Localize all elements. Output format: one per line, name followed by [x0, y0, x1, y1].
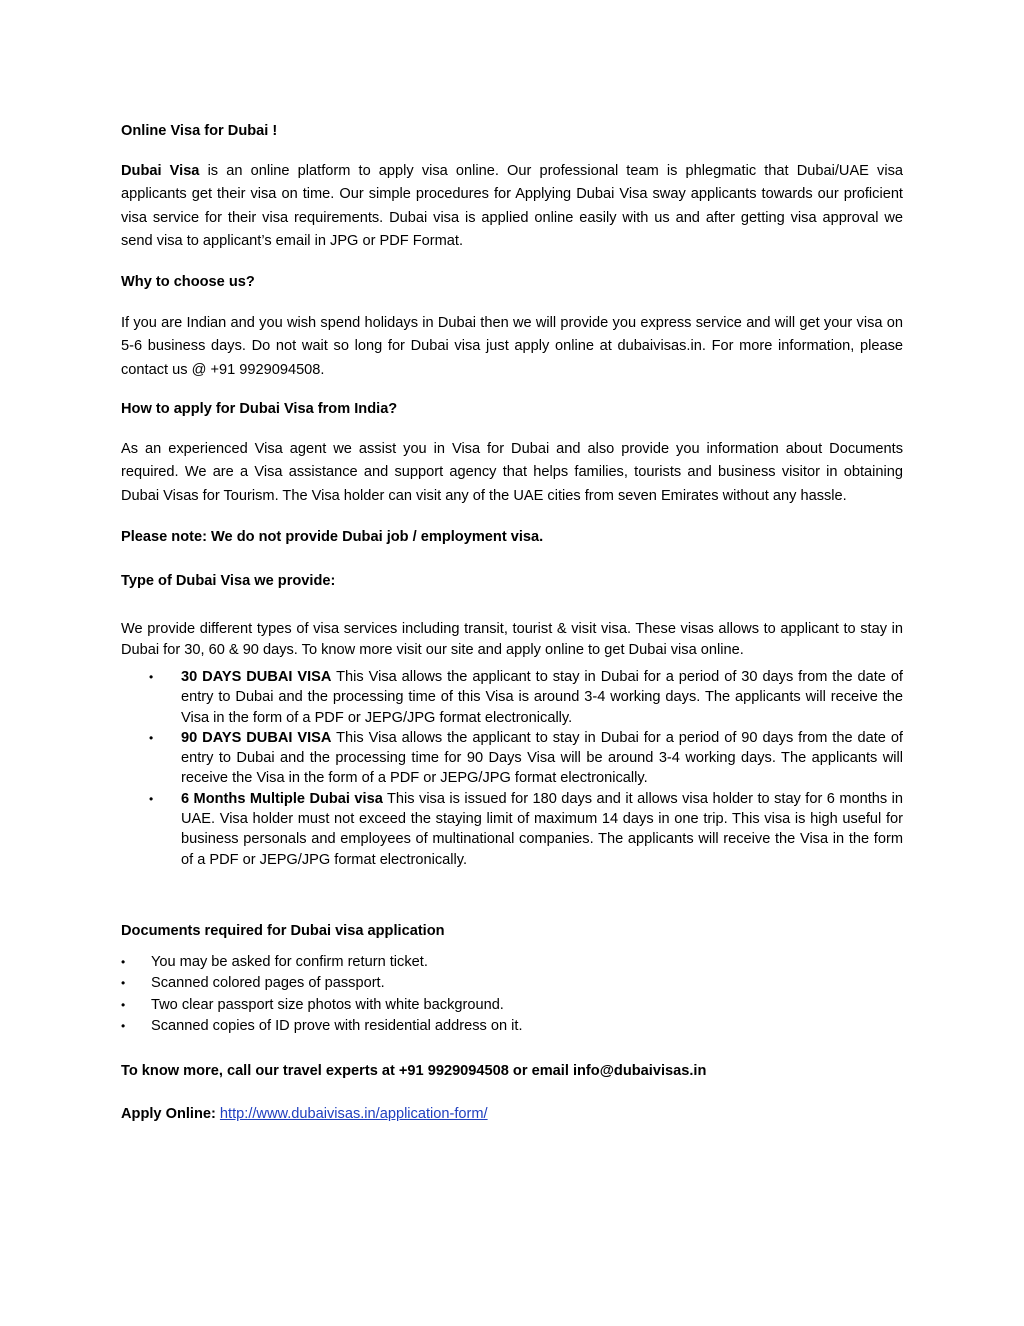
bullet-icon: •: [121, 997, 126, 1012]
bullet-icon: •: [121, 976, 126, 991]
visa-types-list: [121, 667, 903, 870]
list-item: [121, 973, 903, 994]
apply-online-line: [121, 1104, 903, 1124]
documents-list: [121, 952, 903, 1037]
document-item-text: Scanned colored pages of passport.: [151, 975, 385, 992]
application-form-link[interactable]: http://www.dubaivisas.in/application-form/: [219, 1106, 488, 1122]
types-heading: Type of Dubai Visa we provide:: [121, 573, 336, 589]
intro-paragraph: [121, 160, 903, 253]
document-item-text: Scanned copies of ID prove with residential address on it.: [151, 1017, 523, 1034]
document-item-text: You may be asked for confirm return ticket.: [151, 954, 428, 970]
visa-type-name: 30 DAYS DUBAI VISA: [181, 669, 332, 685]
intro-lead: Dubai Visa: [121, 163, 200, 179]
list-item: [121, 995, 903, 1016]
visa-type-text: This Visa allows the applicant to stay in Dubai for a period of 30 days from the date of entry to Dubai and the processing time of this Visa is around 3-4 working days. The applicants will receive the Visa in the form of a PDF or JEPG/JPG format electronically.: [181, 669, 903, 726]
bullet-icon: •: [149, 791, 154, 806]
bullet-icon: •: [121, 1018, 126, 1033]
list-item: [121, 667, 903, 728]
intro-text: is an online platform to apply visa online. Our professional team is phlegmatic that Dubai/UAE visa applicants get their visa on time. Our simple procedures for Applying Dubai Visa sway applicants towards our proficient visa service for their visa requirements. Dubai visa is applied online easily with us and after getting visa approval we send visa to applicant’s email in JPG or PDF Format.: [121, 163, 903, 249]
visa-type-name: 6 Months Multiple Dubai visa: [181, 790, 383, 807]
why-heading: Why to choose us?: [121, 274, 255, 290]
bullet-icon: •: [149, 670, 154, 684]
list-item: [121, 728, 903, 789]
why-paragraph: If you are Indian and you wish spend holidays in Dubai then we will provide you express service and will get your visa on 5-6 business days. Do not wait so long for Dubai visa just apply online at dubaivisas.in. For more information, please contact us @ +91 9929094508.: [121, 315, 903, 378]
types-intro: We provide different types of visa services including transit, tourist & visit visa. These visas allows to applicant to stay in Dubai for 30, 60 & 90 days. To know more visit our site and apply online to get Dubai visa online.: [121, 621, 903, 658]
visa-type-name: 90 DAYS DUBAI VISA: [181, 729, 332, 746]
list-item: [121, 1016, 903, 1037]
apply-online-label: Apply Online:: [121, 1106, 216, 1122]
list-item: [121, 952, 903, 973]
how-heading: How to apply for Dubai Visa from India?: [121, 401, 398, 417]
contact-text: To know more, call our travel experts at +91 9929094508 or email info@dubaivisas.in: [121, 1063, 707, 1079]
documents-heading: Documents required for Dubai visa application: [121, 923, 445, 939]
how-paragraph: As an experienced Visa agent we assist you in Visa for Dubai and also provide you information about Documents required. We are a Visa assistance and support agency that helps families, tourists and business visitor in obtaining Dubai Visas for Tourism. The Visa holder can visit any of the UAE cities from seven Emirates without any hassle.: [121, 441, 903, 504]
visa-type-text: This Visa allows the applicant to stay in Dubai for a period of 90 days from the date of entry to Dubai and the processing time for 90 Days Visa will be around 3-4 working days. The applicants will receive the Visa in the form of a PDF or JEPG/JPG format electronically.: [181, 729, 903, 787]
note-text: Please note: We do not provide Dubai job / employment visa.: [121, 529, 544, 545]
visa-type-text: This visa is issued for 180 days and it allows visa holder to stay for 6 months in UAE. Visa holder must not exceed the staying limit of maximum 14 days in one trip. This visa is high useful for business personals and employees of multinational companies. The applicants will receive the Visa in the form of a PDF or JEPG/JPG format electronically.: [181, 790, 903, 868]
list-item: [121, 789, 903, 870]
page-title: Online Visa for Dubai !: [121, 123, 278, 139]
document-item-text: Two clear passport size photos with white background.: [151, 996, 504, 1013]
bullet-icon: •: [149, 730, 154, 745]
bullet-icon: •: [121, 955, 126, 969]
